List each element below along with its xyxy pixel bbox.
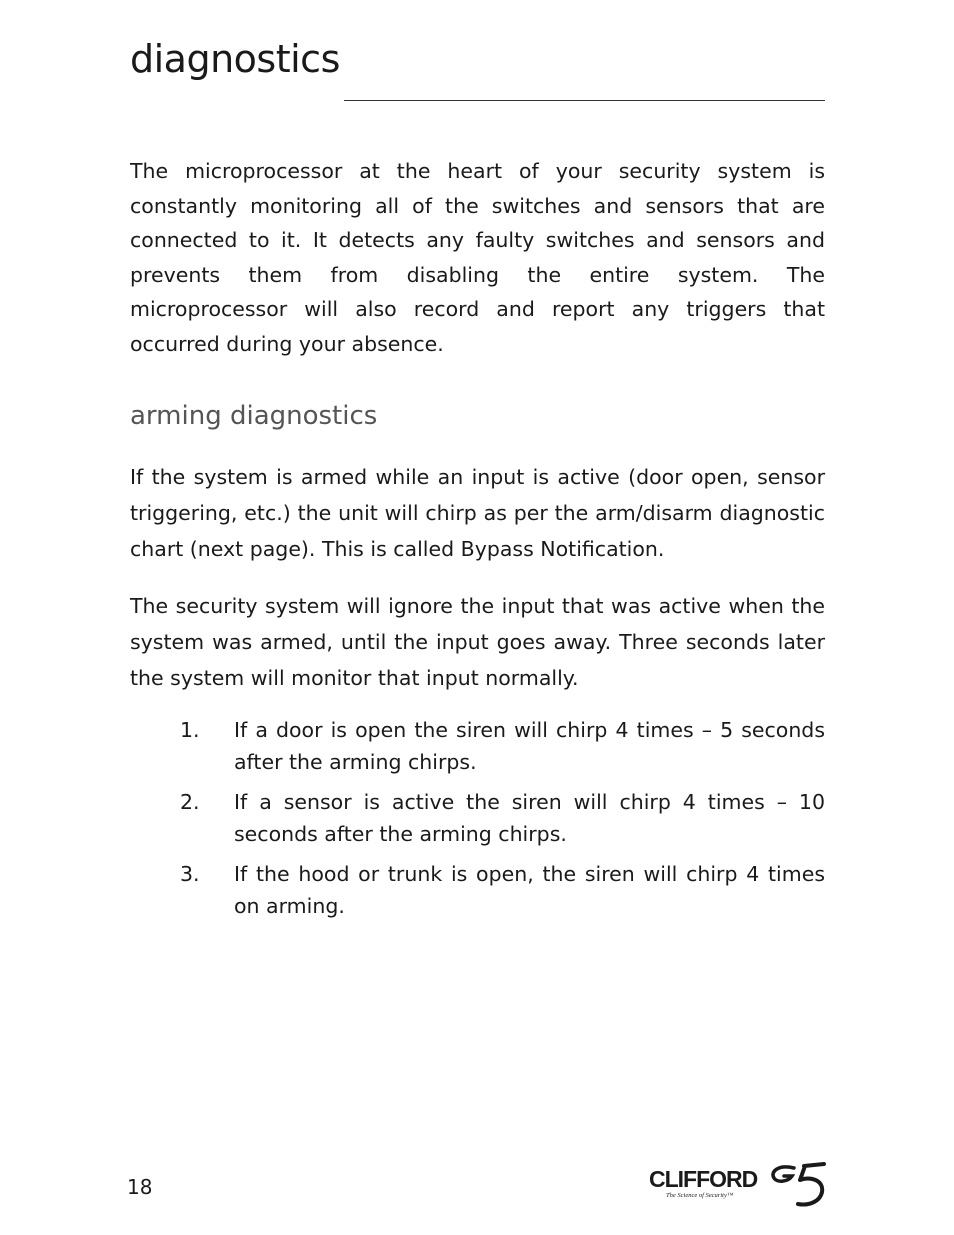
intro-paragraph: The microprocessor at the heart of your security system is constantly monitoring all of the switches and sensors that are connected to it. It detects any faulty switches and sensors and prevents them from disabling the entire system. The microprocessor will also record and report any triggers that occurred during your absence. [130,159,825,356]
list-item-number: 3. [180,862,200,886]
section-heading: arming diagnostics [130,401,378,431]
page-title: diagnostics [130,36,340,81]
title-rule [344,100,825,101]
list-item [180,714,825,778]
list-item [180,786,825,850]
logo-brand: CLIFFORD [649,1166,758,1192]
body-paragraph: If the system is armed while an input is active (door open, sensor triggering, etc.) the unit will chirp as per the arm/disarm diagnostic chart (next page). This is called Bypass Notification. [130,465,825,561]
list-item-text: If a door is open the siren will chirp 4 times – 5 seconds after the arming chirps. [234,718,825,774]
clifford-g5-logo [648,1160,828,1210]
list-item-text: If the hood or trunk is open, the siren will chirp 4 times on arming. [234,862,825,918]
list-item-number: 2. [180,790,200,814]
g5-mark-icon [773,1164,824,1205]
list-item-text: If a sensor is active the siren will chirp 4 times – 10 seconds after the arming chirps. [234,790,825,846]
body-paragraph: The security system will ignore the input that was active when the system was armed, until the input goes away. Three seconds later the system will monitor that input normally. [130,594,825,690]
logo-tagline: The Science of Security™ [666,1192,734,1199]
page-title-row [130,36,825,104]
list-item-number: 1. [180,718,200,742]
page-number: 18 [127,1175,153,1199]
numbered-list [180,714,825,930]
list-item [180,858,825,922]
